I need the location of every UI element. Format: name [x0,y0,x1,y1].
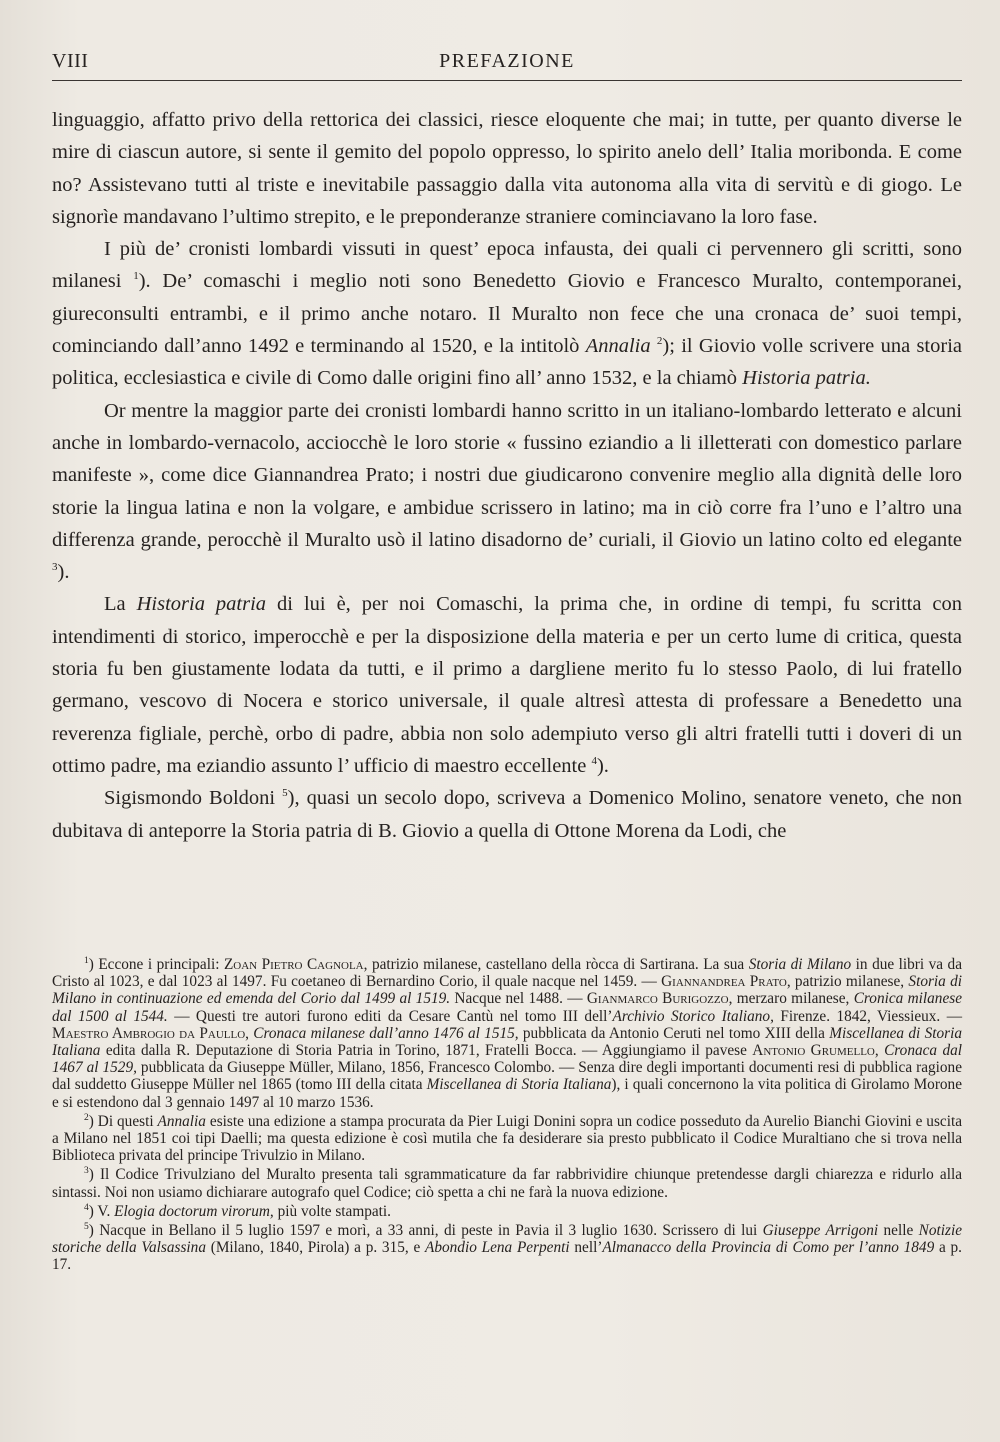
paragraph-1: linguaggio, affatto privo della rettorica dei classici, riesce eloquente che mai; in tutte, per quanto diverse le mire di ciascun autore, si sente il gemito del popolo oppresso, lo spirito anelo dell’ Italia moribonda. E come no? Assistevano tutti al triste e inevitabile passaggio dalla vita autonoma alla vita di servitù e di giogo. Le signorìe mandavano l’ultimo strepito, e le preponderanze straniere cominciavano la loro fase. [52,109,962,228]
text-run: ) V. [88,1202,115,1220]
work-title: Cronaca dal 1467 al 1529, [52,1042,962,1077]
work-title: Archivio Storico Italiano, [612,1007,774,1025]
paragraph-2 [52,233,962,394]
work-title: Almanacco della Provincia di Como per l’anno 1849 [602,1239,935,1257]
text-run: — Questi tre autori furono editi da Cesare Cantù nel tomo III dell’ [167,1007,613,1025]
text-run: pubblicata da Antonio Ceruti nel tomo XIII della [518,1024,830,1042]
footnote-mark: 3 [84,1166,89,1177]
text-run: ); il Giovio volle scrivere una storia politica, ecclesiastica e civile di Como dalle origini fino all’ anno 1532, e la chiamò [52,335,962,390]
text-run: , patrizio milanese, [786,973,909,991]
footnote-ref-4: 4 [591,754,597,767]
text-run: ) Di questi [88,1112,158,1130]
text-run: edita dalla R. Deputazione di Storia Patria in Torino, 1871, Fratelli Bocca. — Aggiungiamo il pavese [100,1042,753,1060]
work-title: Notizie storiche della Valsassina [52,1222,962,1257]
text-run: I più de’ cronisti lombardi vissuti in quest’ epoca infausta, dei quali ci pervennero gli scritti, sono milanesi [52,238,962,293]
paragraph-3 [52,395,962,589]
work-title-historia: Historia patria [136,593,267,616]
footnote-1 [52,956,962,1111]
footnotes [52,956,962,1276]
text-run: nell’ [569,1239,603,1257]
text-run: in due libri va da Cristo al 1023, e dal 1023 al 1497. Fu coetaneo di Bernardino Corio, il quale nacque nel 1459. — [52,956,962,991]
paragraph-4 [52,588,962,782]
text-run: ), quasi un secolo dopo, scriveva a Domenico Molino, senatore veneto, che non dubitava di anteporre la Storia patria di B. Giovio a quella di Ottone Morena da Lodi, che [52,787,963,842]
text-run: esiste una edizione a stampa procurata da Pier Luigi Donini sopra un codice posseduto da Aurelio Bianchi Giovini e uscita a Milano nel 1851 coi tipi Daelli; ma questa edizione è così mutila che fa desiderare sia presto pubblicato il Codice Muraltiano che si trova nella Biblioteca privata del principe Trivulzio in Milano. [52,1112,962,1165]
text-run: ) Eccone i principali: [88,956,224,973]
text-run: , [874,1042,885,1060]
work-title: Storia di Milano [748,956,852,973]
text-run: ), i quali concernono la vita politica di Girolamo Morone e si estendono dal 3 gennaio 1497 al 10 marzo 1536. [52,1076,962,1111]
footnote-ref-5: 5 [282,787,288,800]
footnote-ref-3: 3 [52,561,58,574]
text-run: ) Nacque in Bellano il 5 luglio 1597 e morì, a 33 anni, di peste in Pavia il 3 luglio 1630. Scrissero di lui [88,1222,763,1240]
footnote-mark: 2 [84,1112,89,1123]
text-run: Nacque nel 1488. — [450,990,587,1008]
text-run: Or mentre la maggior parte dei cronisti lombardi hanno scritto in un italiano-lombardo letterato e alcuni anche in lombardo-vernacolo, acciocchè le loro storie « fussino eziandio a li illetterati con domestico parlare manifeste », come dice Giannandrea Prato; i nostri due giudicarono convenire meglio alla dignità delle loro storie la lingua latina e non la volgare, e ambidue scrissero in latino; ma in ciò corre fra l’uno e l’altro una differenza grande, perocchè il Muralto usò il latino disadorno de’ curiali, il Giovio un latino colto ed elegante [52,399,962,551]
footnote-ref-2: 2 [656,335,663,348]
footnote-4 [52,1203,962,1220]
running-title: PREFAZIONE [439,50,575,72]
text-run: ). [596,754,609,777]
work-title: Annalia [157,1112,206,1130]
author-name: Antonio Grumello [752,1042,875,1060]
work-title: Miscellanea di Storia Italiana [52,1024,962,1060]
footnote-mark: 5 [84,1222,89,1233]
author-name: Giannandrea Prato [661,973,787,991]
text-run: più volte stampati. [273,1202,392,1220]
work-title: Elogia doctorum virorum, [114,1202,274,1220]
author-name: Zoan Pietro Cagnola [223,956,364,973]
header-rule [52,80,962,81]
text-run: pubblicata da Giuseppe Müller, Milano, 1856, Francesco Colombo. — Senza dire degli importanti documenti resi di pubblica ragione dal suddetto Giuseppe Müller nel 1865 (tomo III della citata [52,1059,962,1094]
text-run: , [245,1024,254,1042]
author-name: Gianmarco Burigozzo [586,990,729,1008]
text-run: di lui è, per noi Comaschi, la prima che, in ordine di tempi, fu scritta con intendimenti di storico, imperocchè e per la disposizione della materia e per un certo lume di critica, questa storia fu ben giustamente lodata da tutti, e il primo a dargliene merito fu lo stesso Paolo, di lui fratello germano, vescovo di Nocera e storico universale, il quale altresì attesta di professare a Benedetto una reverenza figliale, perchè, orbo di padre, abbia non solo adempiuto verso gli altri fratelli tutti i doveri di un ottimo padre, ma eziandio assunto l’ ufficio di maestro eccellente [52,593,963,777]
author-name: Giuseppe Arrigoni [762,1222,879,1240]
footnote-mark: 1 [84,956,89,966]
text-run: , patrizio milanese, castellano della ròcca di Sartirana. La sua [363,956,749,973]
text-run: nelle [878,1222,919,1240]
text-run: Sigismondo Boldoni [104,787,283,810]
footnote-2 [52,1113,962,1165]
footnote-5 [52,1222,962,1274]
text-run: , merzaro milanese, [728,990,854,1008]
footnote-3 [52,1166,962,1200]
footnote-mark: 4 [84,1202,89,1213]
work-title-annalia: Annalia [585,335,651,358]
text-run: (Milano, 1840, Pirola) a p. 315, e [205,1239,425,1257]
text-run: ) Il Codice Trivulziano del Muralto presenta tali sgrammaticature da far rabbrividire chiunque pretendesse dargli chiarezza e ridurlo alla sintassi. Noi non usiamo dichiarare autografo quel Codice; ciò spetta a chi ne farà la nuova edizione. [52,1166,962,1201]
work-title: Cronaca milanese dall’anno 1476 al 1515, [253,1024,519,1042]
work-title: Storia di Milano in continuazione ed emenda del Corio dal 1499 al 1519. [52,973,963,1008]
page-number: VIII [52,50,89,72]
author-name: Abondio Lena Perpenti [425,1239,570,1257]
text-run: La [104,593,137,616]
paragraph-5 [52,782,962,847]
work-title-historia: Historia patria. [742,367,871,390]
author-name: Maestro Ambrogio da Paullo [52,1024,246,1042]
footnote-ref-1: 1 [133,270,139,283]
work-title: Miscellanea di Storia Italiana [426,1076,612,1094]
text-run: ). [57,561,70,584]
work-title: Cronica milanese dal 1500 al 1544. [52,990,962,1025]
main-text [52,104,962,847]
text-run: a p. 17. [52,1239,963,1274]
running-header [52,50,962,78]
text-run: Firenze. 1842, Viessieux. — [773,1007,962,1025]
text-run: ). De’ comaschi i meglio noti sono Benedetto Giovio e Francesco Muralto, contemporanei, giureconsulti entrambi, e il primo anche notaro. Il Muralto non fece che una cronaca de’ suoi tempi, cominciando dall’anno 1492 e terminando al 1520, e la intitolò [52,270,962,358]
